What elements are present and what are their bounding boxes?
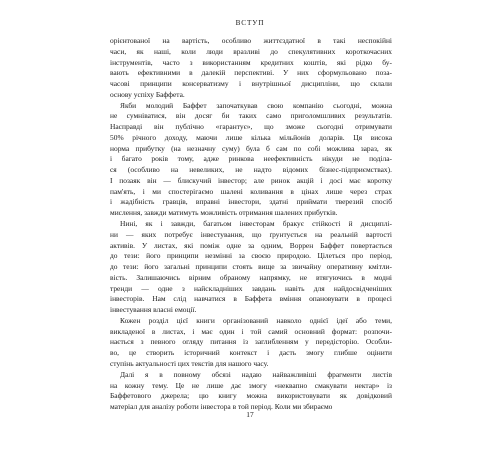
- page-number: 17: [246, 410, 254, 419]
- paragraph-line: Насправді він публічно «гарантує», що зможе сьогодні отримувати: [110, 122, 392, 132]
- paragraph-line: тренди — одне з найскладніших завдань навіть для найдосвідченіших: [110, 283, 392, 293]
- paragraph-line: ни — яких потребує інвестування, що ґрунтується на реальній вартості: [110, 229, 392, 239]
- paragraph-line: нається з певного огляду питання із заглибленням у передісторію. Особли-: [110, 337, 392, 347]
- paragraph-line: вість. Залишаючись вірним обраному напрямку, не втягуючись в модні: [110, 272, 392, 282]
- paragraph-line: І позаяк він — блискучий інвестор; але ринок акцій і досі має коротку: [110, 175, 392, 185]
- paragraph-line: ся (особливо на невеликих, не надто відомих бізнес-підприємствах).: [110, 165, 392, 175]
- paragraph-line: вають ефективними в далекій перспективі. У них сформульовано поза-: [110, 68, 392, 78]
- paragraph-line: основу успіху Баффета.: [110, 89, 185, 99]
- paragraph-line: і багато років тому, адже ринкова неефективність нікуди не поділа-: [110, 154, 392, 164]
- paragraph-line: норма прибутку (на незначну суму) була б сам по собі можлива зараз, як: [110, 143, 392, 153]
- paragraph-line: інвесторів. Нам слід навчатися в Баффета вміння опановувати в процесі: [110, 294, 392, 304]
- paragraph-line: мислення, завжди матимуть можливість отримання шалених прибутків.: [110, 208, 338, 218]
- paragraph-line: не сумніватися, він досяг би таких само приголомшливих результатів.: [110, 111, 392, 121]
- paragraph-line: до тези: його загальні принципи стоять вище за звичайну оперативну кмітли-: [110, 262, 392, 272]
- running-head: ВСТУП: [235, 19, 265, 27]
- paragraph-line: пам'ять, і ми спостерігаємо шалені коливання в цінах лише через страх: [110, 186, 392, 196]
- paragraph-line: і жадібність гравців, вправні інвестори, здатні приймати тверезий спосіб: [110, 197, 392, 207]
- paragraph-line: на кожну тему. Це не лише дає змогу «неквапно смакувати нектар» із: [110, 380, 392, 390]
- paragraph-line: до тези: його принципи незмінні за своєю природою. Цілеться про період,: [110, 251, 392, 261]
- paragraph-line: Якби молодий Баффет започаткував свою компанію сьогодні, можна: [120, 100, 392, 110]
- paragraph-line: інструментів, часто з використанням кредитних коштів, які рідко бу-: [110, 57, 392, 67]
- paragraph-line: Кожен розділ цієї книги організований навколо однієї ідеї або теми,: [120, 315, 392, 325]
- paragraph-line: Баффетового джерела; цю книгу можна використовувати як довідковий: [110, 391, 392, 401]
- paragraph-line: во, це створить історичний контекст і дасть змогу глибше оцінити: [110, 348, 392, 358]
- paragraph-line: активів. У листах, які поміж одне за одним, Воррен Баффет повертається: [110, 240, 392, 250]
- body-text: [110, 36, 392, 413]
- paragraph-line: інвестування власні емоції.: [110, 305, 197, 315]
- paragraph-line: Далі я в повному обсязі надаю найважливіші фрагменти листів: [120, 369, 392, 379]
- paragraph-line: матеріал для аналізу роботи інвестора в той період. Коли ми збираємо: [110, 402, 333, 412]
- paragraph-line: орієнтованої на вартість, особливо життєздатної в такі неспокійні: [110, 36, 392, 45]
- paragraph-line: Нині, як і завжди, багатьом інвесторам бракує стійкості й дисциплі-: [120, 219, 392, 229]
- paragraph-line: 50% річного доходу, маючи лише кілька мільйонів доларів. Ця висока: [110, 132, 392, 142]
- paragraph-line: часові принципи консерватизму і внутрішньої дисципліни, що склали: [110, 79, 392, 89]
- paragraph-line: часи, як наші, коли люди вразливі до спекулятивних короткочасних: [110, 46, 392, 56]
- paragraph-line: ступінь актуальності цих текстів для нашого часу.: [110, 358, 269, 368]
- paragraph-line: викладеної в листах, і має один і той самий основний формат: розпочи-: [110, 326, 392, 336]
